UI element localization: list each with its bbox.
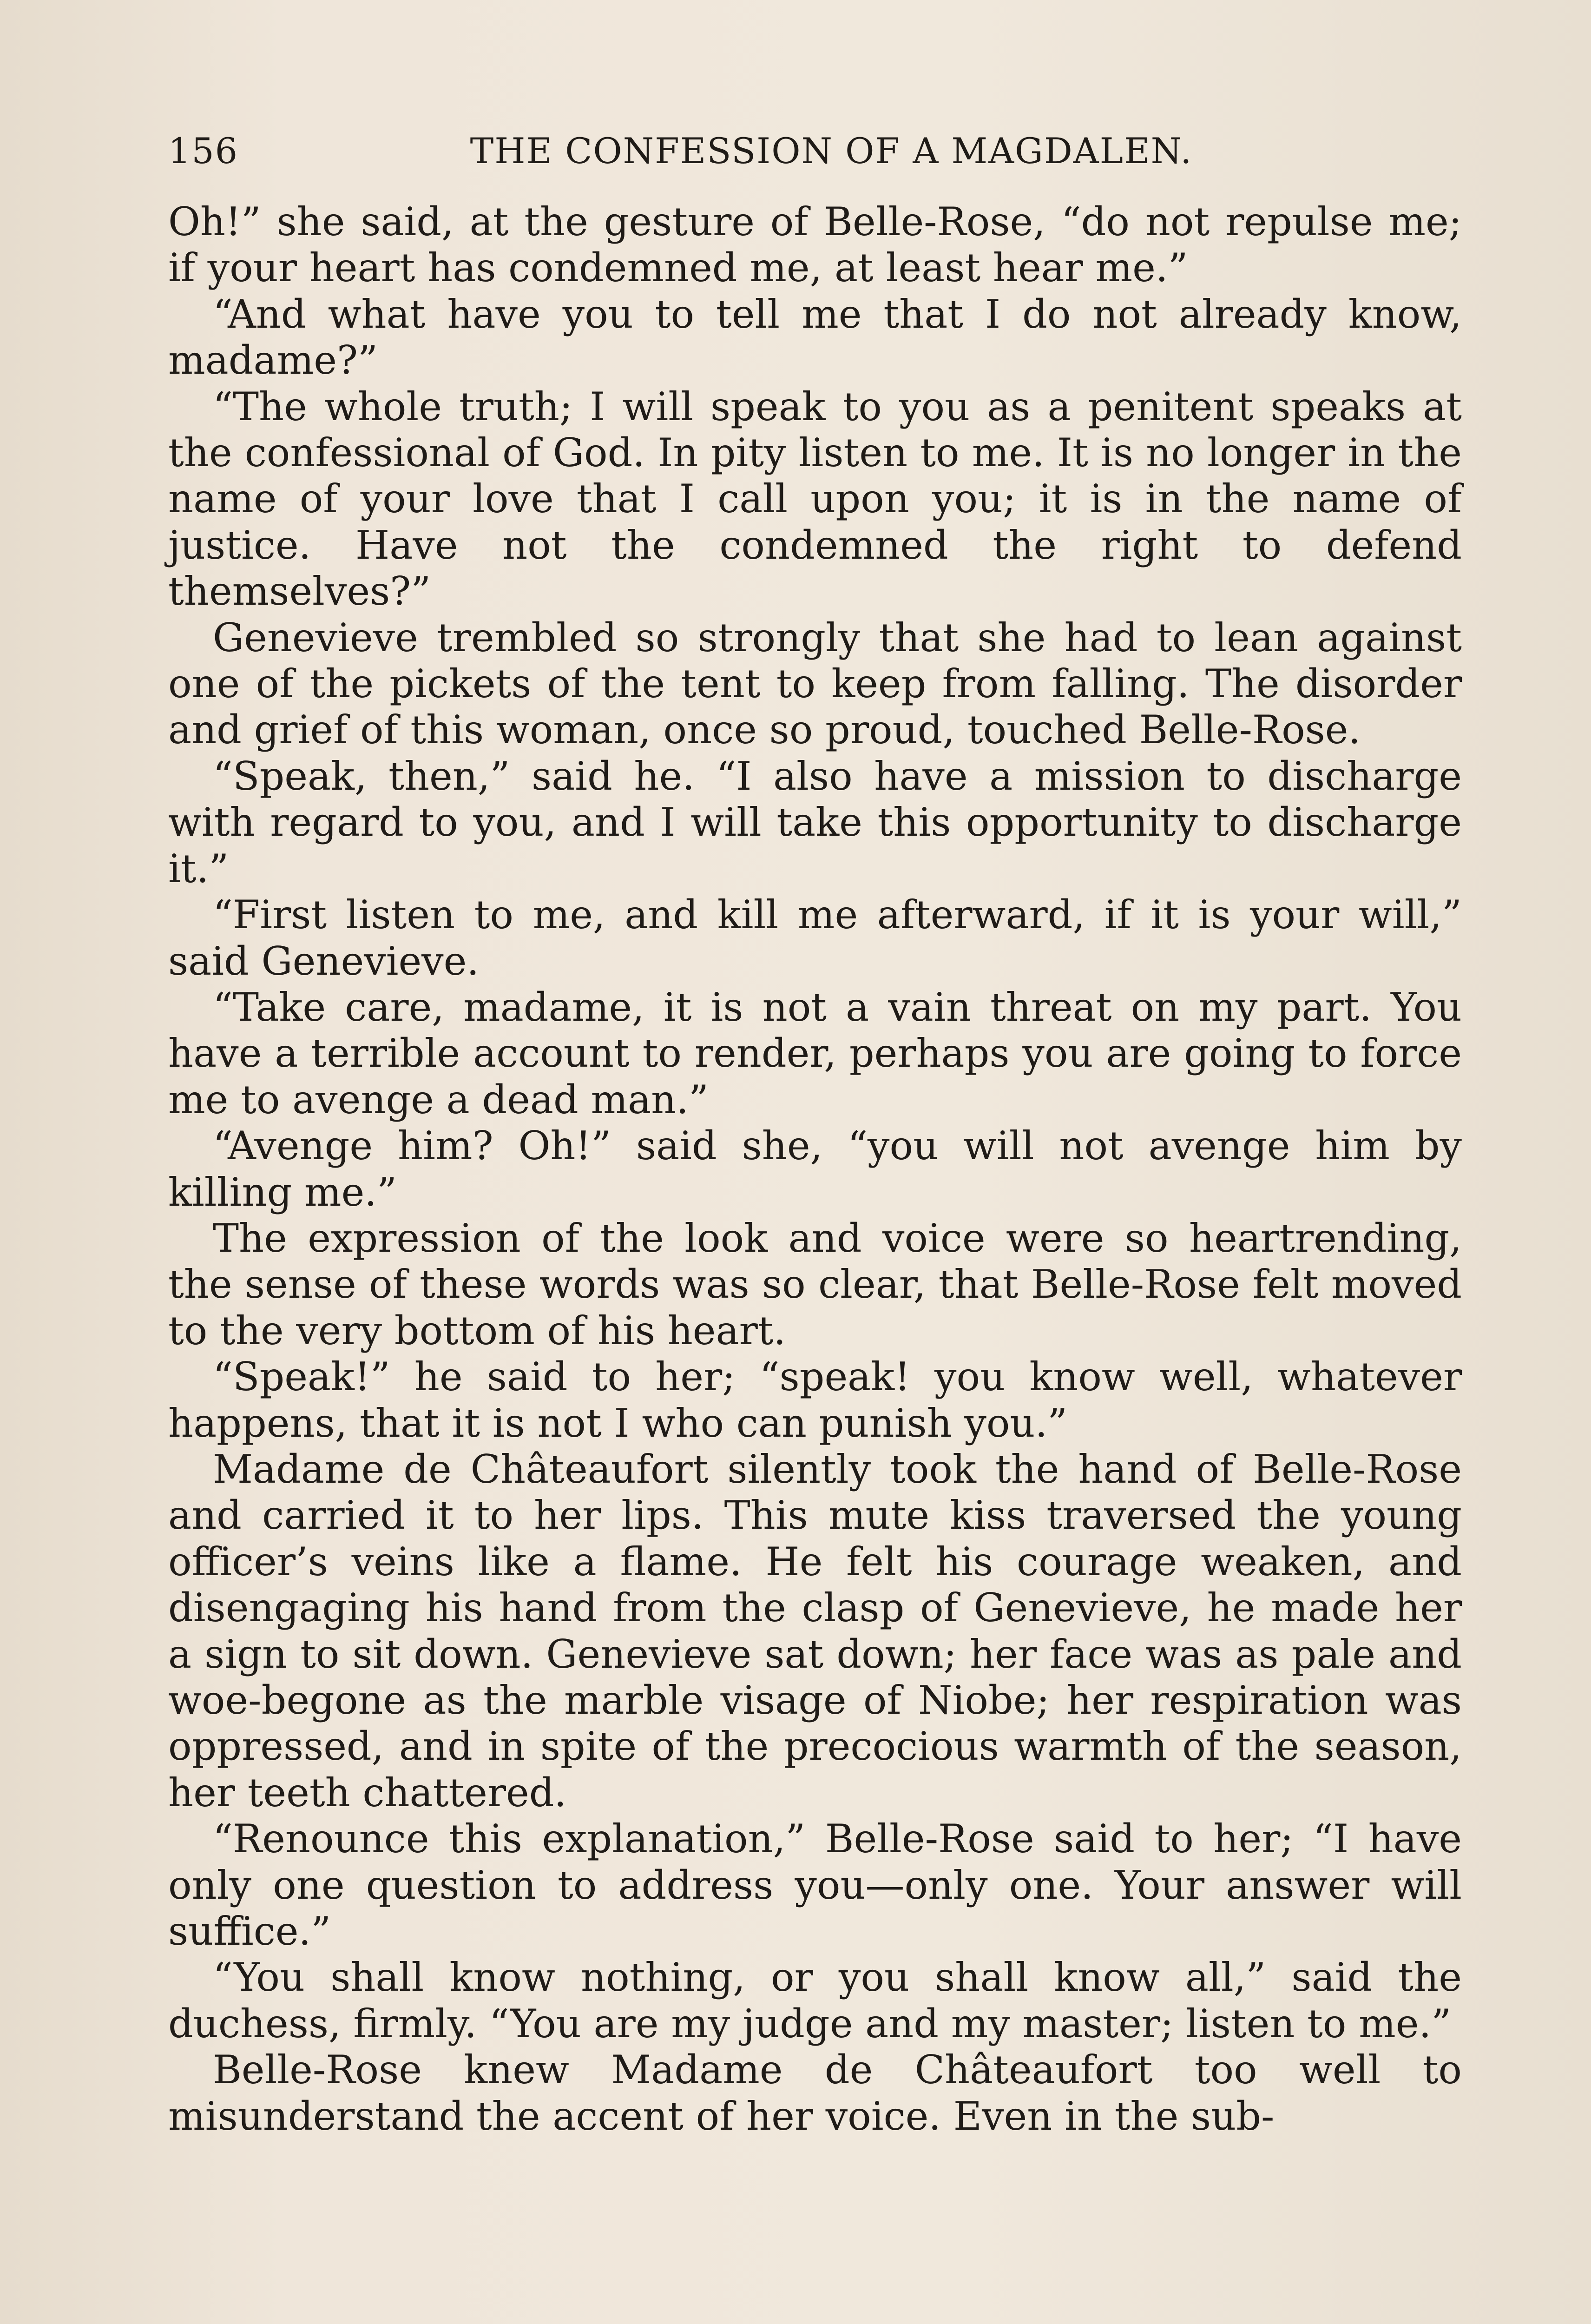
paragraph: Oh!” she said, at the gesture of Belle-Rose, “do not repulse me; if your heart has condemned me, at least hear me.” [168,199,1462,291]
paragraph: “Speak!” he said to her; “speak! you know well, whatever happens, that it is not I who can punish you.” [168,1354,1462,1446]
paragraph: “Take care, madame, it is not a vain threat on my part. You have a terrible account to render, perhaps you are going to force me to avenge a dead man.” [168,984,1462,1122]
paragraph: “The whole truth; I will speak to you as a penitent speaks at the confessional of God. In pity listen to me. It is no longer in the name of your love that I call upon you; it is in the name of justice. Have not the condemned the right to defend themselves?” [168,383,1462,614]
paragraph: “Speak, then,” said he. “I also have a mission to discharge with regard to you, and I will take this opportunity to discharge it.” [168,753,1462,891]
paragraph: “Avenge him? Oh!” said she, “you will not avenge him by killing me.” [168,1123,1462,1215]
text-block [168,130,1462,2139]
running-head [168,130,1462,178]
paragraph: The expression of the look and voice were so heartrending, the sense of these words was so clear, that Belle-Rose felt moved to the very bottom of his heart. [168,1215,1462,1353]
paragraph: Belle-Rose knew Madame de Châteaufort too well to misunderstand the accent of her voice. Even in the sub- [168,2047,1462,2139]
paragraph: “And what have you to tell me that I do not already know, madame?” [168,291,1462,383]
paragraph: “First listen to me, and kill me afterward, if it is your will,” said Genevieve. [168,892,1462,984]
paragraph: Genevieve trembled so strongly that she had to lean against one of the pickets of the tent to keep from falling. The disorder and grief of this woman, once so proud, touched Belle-Rose. [168,614,1462,753]
paragraph: “You shall know nothing, or you shall know all,” said the duchess, firmly. “You are my judge and my master; listen to me.” [168,1954,1462,2047]
paragraph: “Renounce this explanation,” Belle-Rose said to her; “I have only one question to address you—only one. Your answer will suffice.” [168,1816,1462,1954]
running-title: THE CONFESSION OF A MAGDALEN. [470,130,1193,172]
page-number: 156 [168,130,239,172]
paragraph: Madame de Châteaufort silently took the hand of Belle-Rose and carried it to her lips. This mute kiss traversed the young officer’s veins like a flame. He felt his courage weaken, and disengaging his hand from the clasp of Genevieve, he made her a sign to sit down. Genevieve sat down; her face was as pale and woe-begone as the marble visage of Niobe; her respiration was oppressed, and in spite of the precocious warmth of the season, her teeth chattered. [168,1446,1462,1816]
